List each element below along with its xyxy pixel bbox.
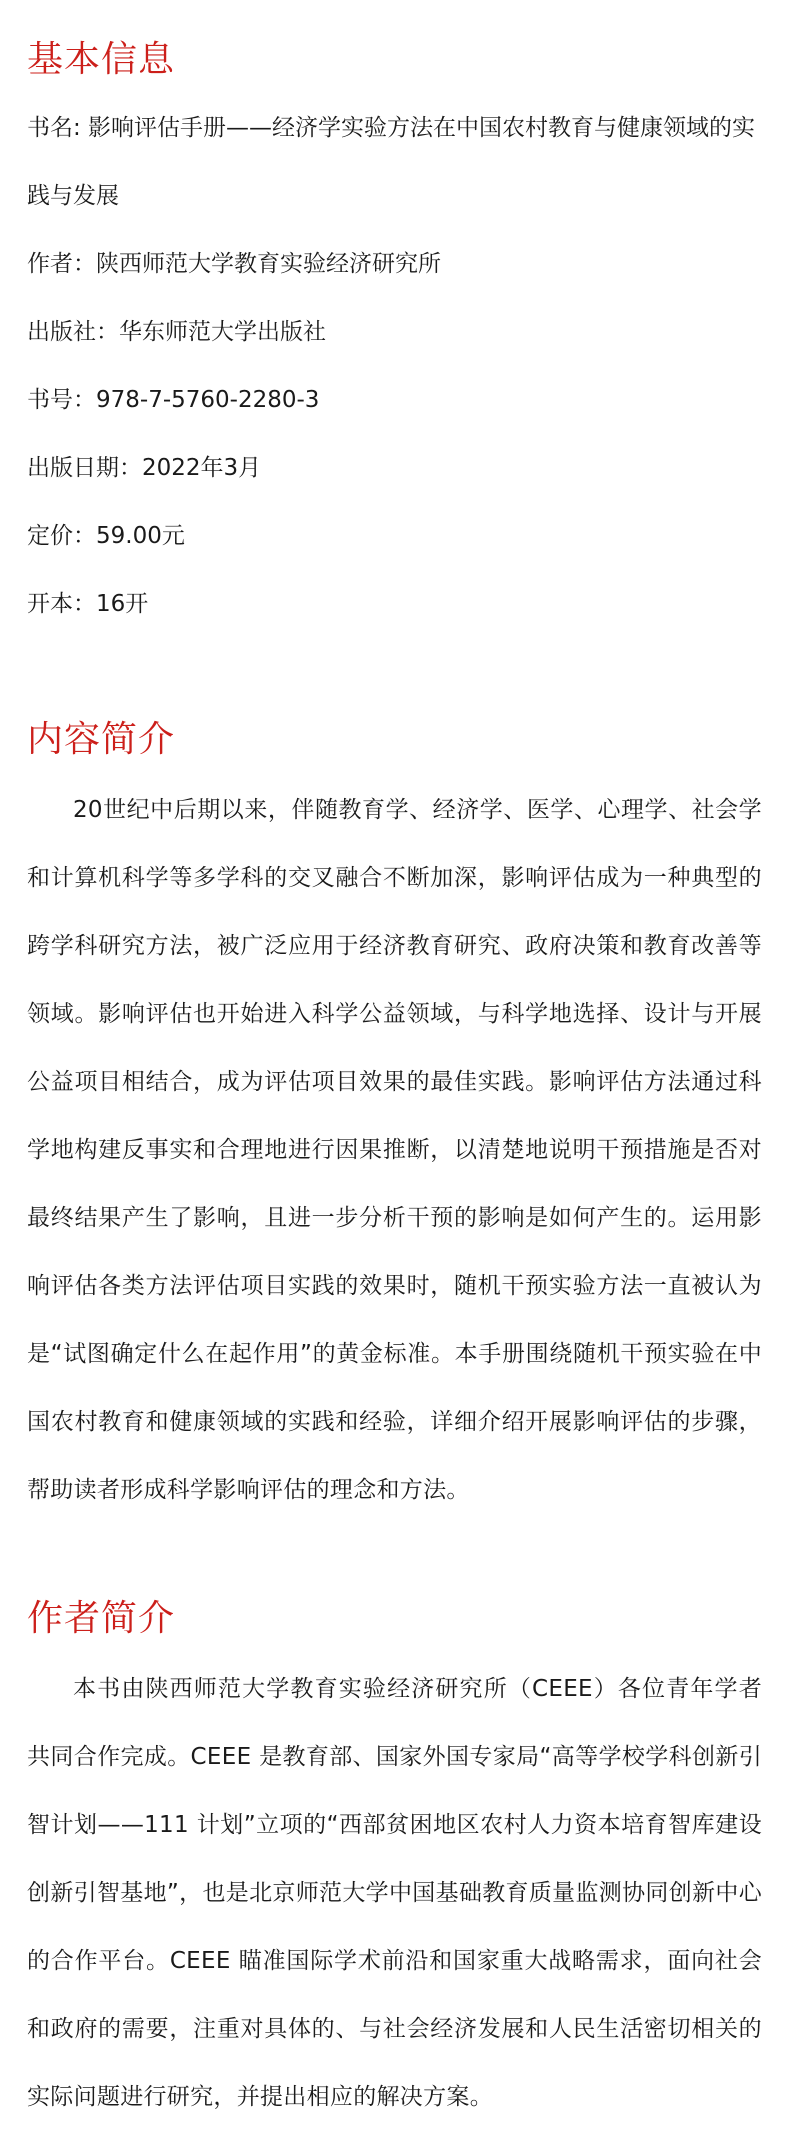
- content-intro-section: [27, 718, 762, 1524]
- basic-info-heading: 基本信息: [27, 39, 176, 80]
- content-intro-paragraph: 20世纪中后期以来，伴随教育学、经济学、医学、心理学、社会学和计算机科学等多学科的交叉融合不断加深，影响评估成为一种典型的跨学科研究方法，被广泛应用于经济教育研究、政府决策和教育改善等领域。影响评估也开始进入科学公益领域，与科学地选择、设计与开展公益项目相结合，成为评估项目效果的最佳实践。影响评估方法通过科学地构建反事实和合理地进行因果推断，以清楚地说明干预措施是否对最终结果产生了影响，且进一步分析干预的影响是如何产生的。运用影响评估各类方法评估项目实践的效果时，随机干预实验方法一直被认为是“试图确定什么在起作用”的黄金标准。本手册围绕随机干预实验在中国农村教育和健康领域的实践和经验，详细介绍开展影响评估的步骤，帮助读者形成科学影响评估的理念和方法。: [27, 797, 762, 1503]
- content-intro-heading: 内容简介: [27, 719, 176, 760]
- author-line: 作者：陕西师范大学教育实验经济研究所: [27, 251, 441, 277]
- publisher-line: 出版社：华东师范大学出版社: [27, 319, 326, 345]
- author-intro-section: [27, 1597, 762, 2131]
- basic-info-list: [27, 94, 762, 638]
- isbn-line: 书号：978-7-5760-2280-3: [27, 387, 320, 413]
- price-line: 定价：59.00元: [27, 523, 185, 549]
- book-name-line: 书名: 影响评估手册——经济学实验方法在中国农村教育与健康领域的实践与发展: [27, 115, 756, 209]
- author-intro-heading: 作者简介: [27, 1598, 176, 1639]
- format-line: 开本：16开: [27, 591, 149, 617]
- pub-date-line: 出版日期：2022年3月: [27, 455, 262, 481]
- basic-info-section: [27, 38, 762, 638]
- author-intro-paragraph: 本书由陕西师范大学教育实验经济研究所（CEEE）各位青年学者共同合作完成。CEEE 是教育部、国家外国专家局“高等学校学科创新引智计划——111 计划”立项的“西部贫困地区农村人力资本培育智库建设创新引智基地”，也是北京师范大学中国基础教育质量监测协同创新中心的合作平台。CEEE 瞄准国际学术前沿和国家重大战略需求，面向社会和政府的需要，注重对具体的、与社会经济发展和人民生活密切相关的实际问题进行研究，并提出相应的解决方案。: [27, 1676, 762, 2110]
